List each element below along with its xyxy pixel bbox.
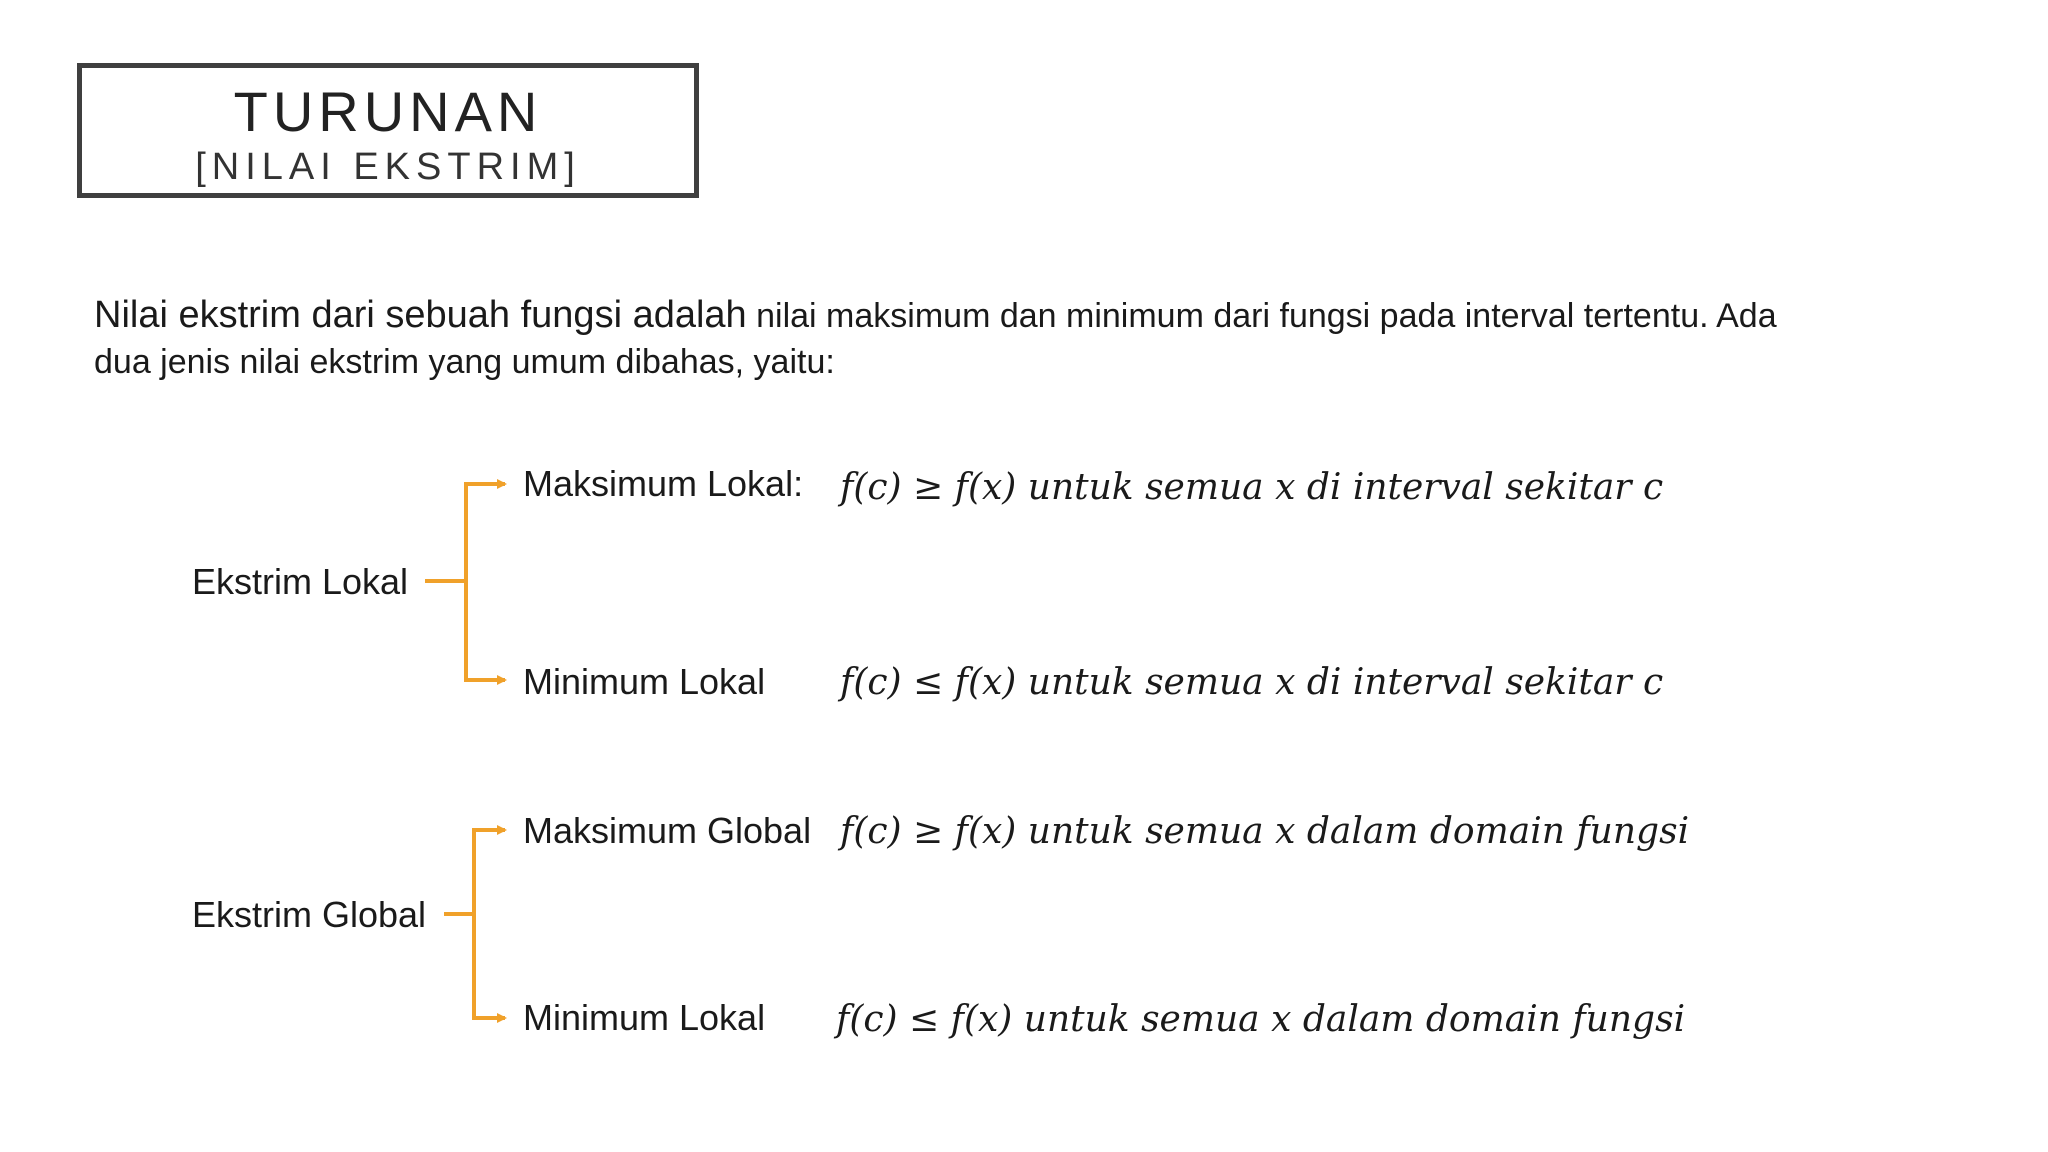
item-label-maksimum-global: Maksimum Global <box>523 810 812 851</box>
group-label-ekstrim-lokal: Ekstrim Lokal <box>192 561 409 602</box>
intro-lead: Nilai ekstrim dari sebuah fungsi adalah <box>94 294 747 336</box>
item-label-minimum-lokal: Minimum Lokal <box>523 661 766 702</box>
group-label-ekstrim-global: Ekstrim Global <box>192 894 427 935</box>
item-label-maksimum-lokal: Maksimum Lokal: <box>523 463 804 504</box>
intro-rest: nilai maksimum dan minimum dari fungsi pada interval tertentu. Ada dua jenis nilai ekstrim yang umum dibahas, yaitu: <box>94 297 1777 381</box>
formula-minimum-global: f(c) ≤ f(x) untuk semua x dalam domain fungsi <box>836 999 1686 1040</box>
slide-title: TURUNAN <box>233 80 543 143</box>
formula-maksimum-lokal: f(c) ≥ f(x) untuk semua x di interval sekitar c <box>840 467 1664 508</box>
formula-minimum-lokal: f(c) ≤ f(x) untuk semua x di interval sekitar c <box>840 662 1664 703</box>
item-label-minimum-global: Minimum Lokal <box>523 997 766 1038</box>
slide-subtitle: [NILAI EKSTRIM] <box>195 146 581 188</box>
formula-maksimum-global: f(c) ≥ f(x) untuk semua x dalam domain fungsi <box>840 811 1690 852</box>
